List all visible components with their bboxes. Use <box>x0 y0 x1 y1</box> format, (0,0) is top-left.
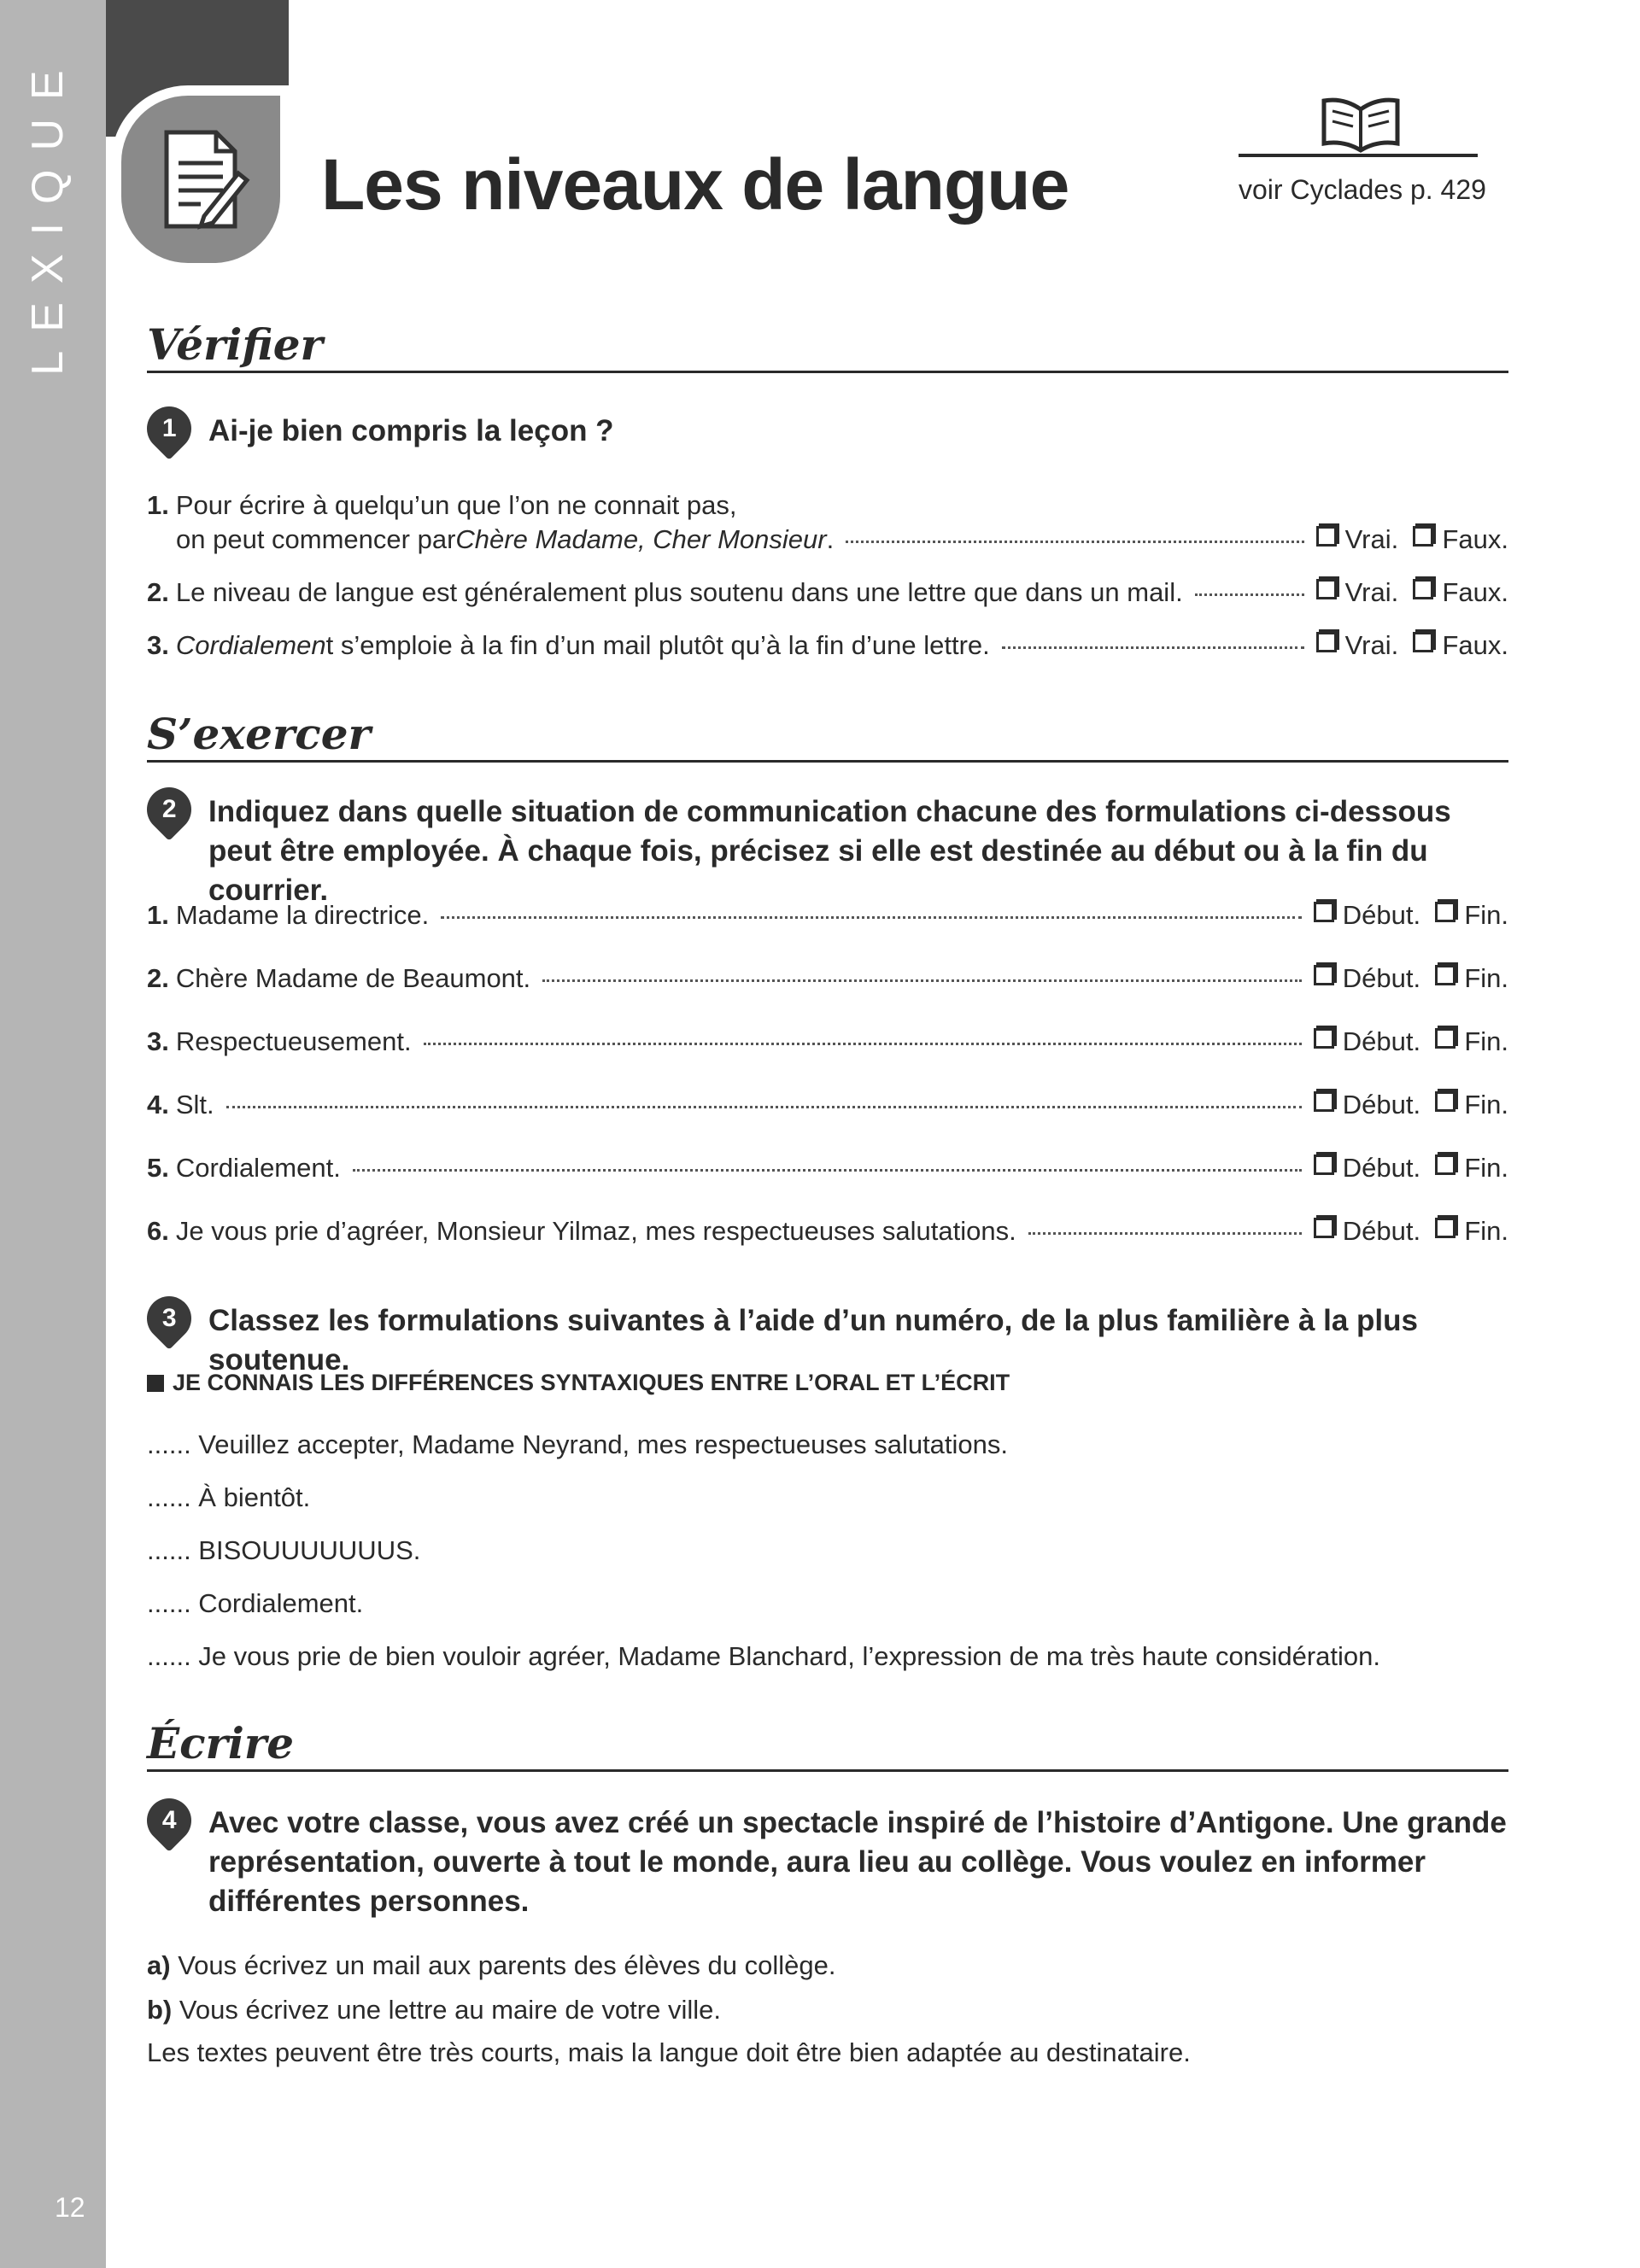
list-item: on peut commencer par Chère Madame, Cher Monsieur . Vrai. Faux. <box>176 524 1508 554</box>
skill-subheading: JE CONNAIS LES DIFFÉRENCES SYNTAXIQUES ENTRE L’ORAL ET L’ÉCRIT <box>147 1370 1010 1396</box>
dotted-leader <box>846 541 1303 543</box>
checkbox-icon <box>1316 579 1337 599</box>
checkbox-icon <box>1314 965 1334 985</box>
choice-true[interactable]: Vrai. <box>1316 630 1399 661</box>
choice-start[interactable]: Début. <box>1314 1026 1420 1057</box>
choice-start[interactable]: Début. <box>1314 1153 1420 1184</box>
checkbox-icon <box>1314 1091 1334 1112</box>
list-item: 4. Slt. Début. Fin. <box>147 1090 1508 1119</box>
dotted-leader <box>1028 1232 1302 1235</box>
list-item: 3. Cordialemen t s’emploie à la fin d’un mail plutôt qu’à la fin d’une lettre. Vrai. Faux. <box>147 630 1508 660</box>
choice-true[interactable]: Vrai. <box>1316 577 1399 608</box>
dotted-leader <box>441 916 1302 919</box>
choice-end[interactable]: Fin. <box>1435 963 1508 994</box>
list-item: 2. Le niveau de langue est généralement plus soutenu dans une lettre que dans un mail. Vrai. Faux. <box>147 577 1508 607</box>
dotted-leader <box>226 1106 1302 1108</box>
ranking-item: ...... Cordialement. <box>147 1588 364 1618</box>
choice-start[interactable]: Début. <box>1314 1216 1420 1247</box>
dotted-leader <box>353 1169 1302 1172</box>
section-heading-ecrire: Écrire <box>147 1718 295 1768</box>
sidebar-label: LEXIQUE <box>23 51 73 376</box>
checkbox-icon <box>1314 1154 1334 1175</box>
ranking-item: ...... Veuillez accepter, Madame Neyrand, mes respectueuses salutations. <box>147 1429 1009 1459</box>
exercise-title: Avec votre classe, vous avez créé un spectacle inspiré de l’histoire d’Antigone. Une grande représentation, ouverte à tout le monde, aura lieu au collège. Vous voulez en informer différentes personnes. <box>208 1806 1507 1918</box>
checkbox-icon <box>1413 526 1433 547</box>
ranking-item: ...... BISOUUUUUUUS. <box>147 1535 421 1565</box>
choice-end[interactable]: Fin. <box>1435 1090 1508 1120</box>
choice-end[interactable]: Fin. <box>1435 1216 1508 1247</box>
exercise-number-badge: 3 <box>138 1287 201 1350</box>
exercise-title: Classez les formulations suivantes à l’aide d’un numéro, de la plus familière à la plus soutenue. <box>208 1304 1418 1377</box>
section-rule <box>147 371 1508 373</box>
checkbox-icon <box>1413 632 1433 652</box>
section-rule <box>147 1769 1508 1772</box>
choice-start[interactable]: Début. <box>1314 900 1420 931</box>
dotted-leader <box>1002 646 1304 649</box>
choice-false[interactable]: Faux. <box>1413 524 1508 555</box>
writing-task-a: a) Vous écrivez un mail aux parents des élèves du collège. <box>147 1950 836 1980</box>
document-pencil-icon <box>111 85 290 273</box>
checkbox-icon <box>1435 1091 1456 1112</box>
checkbox-icon <box>1435 965 1456 985</box>
writing-task-b: b) Vous écrivez une lettre au maire de votre ville. <box>147 1995 721 2025</box>
checkbox-icon <box>1316 526 1337 547</box>
list-item: 2. Chère Madame de Beaumont. Début. Fin. <box>147 963 1508 993</box>
checkbox-icon <box>1314 1028 1334 1049</box>
section-heading-exercer: S’exercer <box>147 709 371 759</box>
list-item: 1. Pour écrire à quelqu’un que l’on ne connait pas, <box>147 490 737 520</box>
open-book-icon <box>1314 92 1408 154</box>
reference-text: voir Cyclades p. 429 <box>1239 174 1486 205</box>
choice-false[interactable]: Faux. <box>1413 577 1508 608</box>
checkbox-icon <box>1413 579 1433 599</box>
square-bullet-icon <box>147 1375 164 1392</box>
choice-end[interactable]: Fin. <box>1435 1026 1508 1057</box>
checkbox-icon <box>1435 902 1456 922</box>
choice-false[interactable]: Faux. <box>1413 630 1508 661</box>
exercise-number-badge: 1 <box>138 397 201 460</box>
list-item: 3. Respectueusement. Début. Fin. <box>147 1026 1508 1056</box>
ranking-item: ...... À bientôt. <box>147 1482 311 1512</box>
ranking-item: ...... Je vous prie de bien vouloir agréer, Madame Blanchard, l’expression de ma très haute considération. <box>147 1641 1381 1671</box>
exercise-number-badge: 2 <box>138 778 201 841</box>
page-title: Les niveaux de langue <box>321 144 1069 225</box>
choice-end[interactable]: Fin. <box>1435 1153 1508 1184</box>
choice-start[interactable]: Début. <box>1314 1090 1420 1120</box>
choice-start[interactable]: Début. <box>1314 963 1420 994</box>
section-heading-verifier: Vérifier <box>147 319 323 370</box>
checkbox-icon <box>1435 1028 1456 1049</box>
choice-end[interactable]: Fin. <box>1435 900 1508 931</box>
exercise-title: Indiquez dans quelle situation de communication chacune des formulations ci-dessous peut être employée. À chaque fois, précisez si elle est destinée au début ou à la fin du courrier. <box>208 795 1451 907</box>
dotted-leader <box>424 1043 1302 1045</box>
checkbox-icon <box>1314 1218 1334 1238</box>
exercise-title: Ai-je bien compris la leçon ? <box>208 414 614 447</box>
checkbox-icon <box>1314 902 1334 922</box>
section-rule <box>147 760 1508 763</box>
writing-note: Les textes peuvent être très courts, mais la langue doit être bien adaptée au destinataire. <box>147 2037 1191 2067</box>
dotted-leader <box>542 979 1302 982</box>
list-item: 5. Cordialement. Début. Fin. <box>147 1153 1508 1183</box>
checkbox-icon <box>1316 632 1337 652</box>
exercise-number-badge: 4 <box>138 1789 201 1852</box>
reference-rule <box>1239 154 1478 157</box>
choice-true[interactable]: Vrai. <box>1316 524 1399 555</box>
checkbox-icon <box>1435 1154 1456 1175</box>
checkbox-icon <box>1435 1218 1456 1238</box>
list-item: 1. Madame la directrice. Début. Fin. <box>147 900 1508 930</box>
page-number: 12 <box>55 2192 85 2223</box>
dotted-leader <box>1195 593 1304 596</box>
list-item: 6. Je vous prie d’agréer, Monsieur Yilmaz, mes respectueuses salutations. Début. Fin. <box>147 1216 1508 1246</box>
